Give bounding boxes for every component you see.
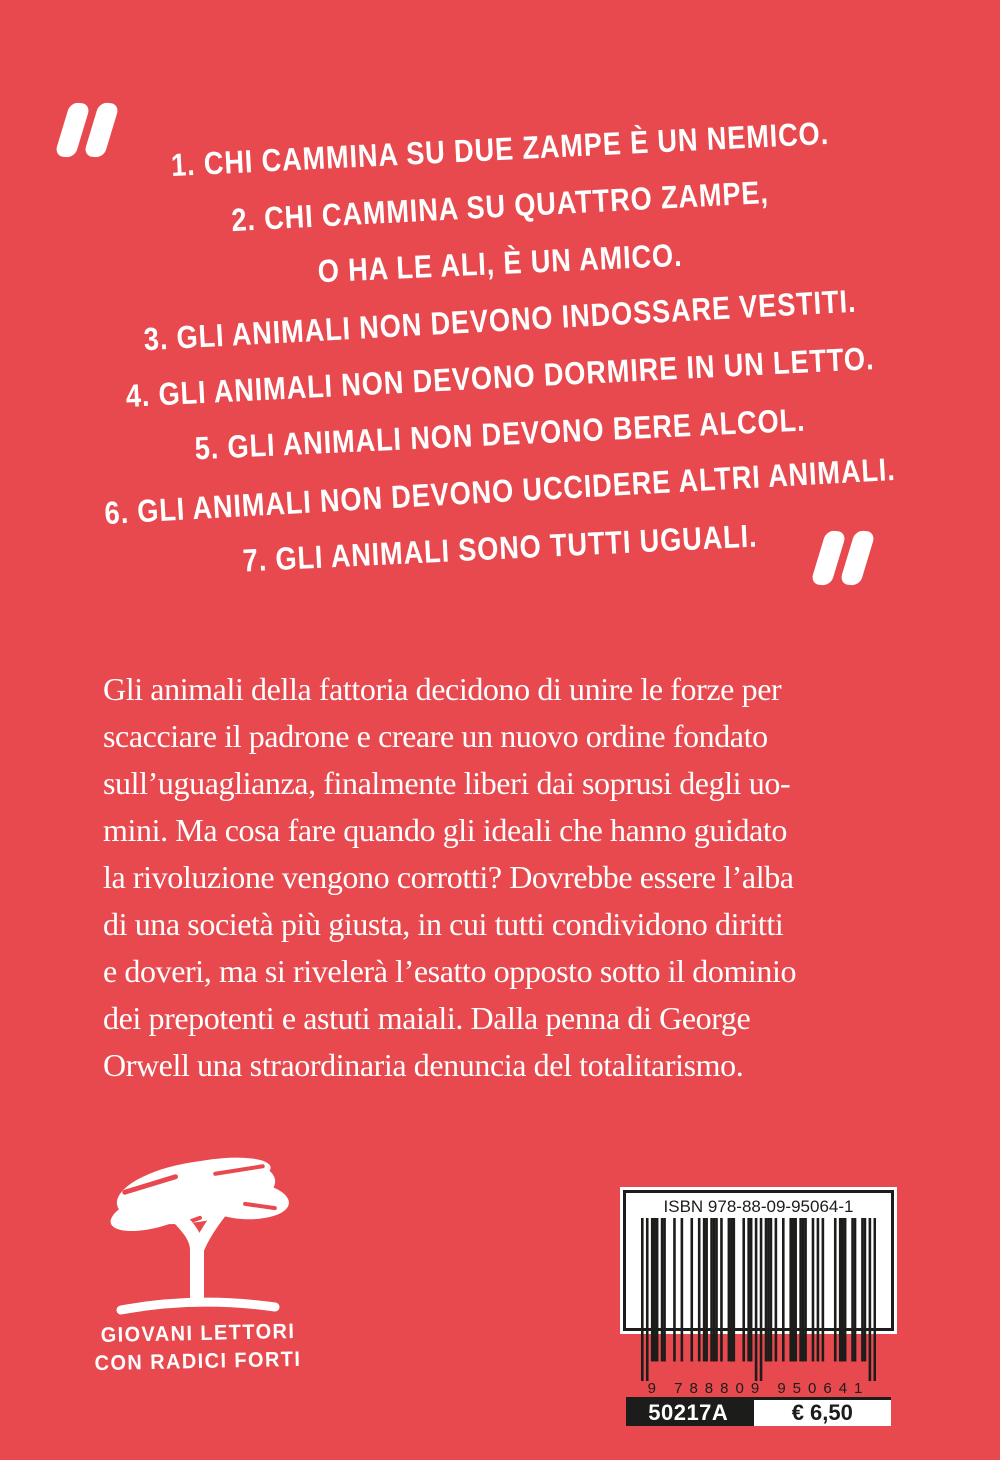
isbn-label: ISBN 978-88-09-95064-1	[663, 1197, 854, 1216]
tree-logo-icon	[93, 1148, 303, 1316]
barcode-sticker-frame	[623, 1190, 894, 1426]
logo-tagline-line1: GIOVANI LETTORI	[100, 1319, 296, 1348]
publisher-logo	[72, 1148, 324, 1376]
description-line: Orwell una straordinaria denuncia del totalitarismo.	[103, 1047, 744, 1083]
barcode-icon	[626, 1218, 891, 1381]
description-line: di una società più giusta, in cui tutti condividono diritti	[103, 906, 784, 942]
book-description	[103, 666, 923, 1089]
commandment-line: 3. GLI ANIMALI NON DEVONO INDOSSARE VESTITI.	[142, 282, 858, 358]
description-line: sull’uguaglianza, finalmente liberi dai soprusi degli uo-	[103, 765, 791, 801]
commandment-line: 7. GLI ANIMALI SONO TUTTI UGUALI.	[241, 517, 759, 579]
barcode-sticker	[620, 1187, 897, 1426]
description-line: Gli animali della fattoria decidono di unire le forze per	[103, 671, 782, 707]
commandments-list	[0, 114, 1000, 579]
description-line: la rivoluzione vengono corrotti? Dovrebbe essere l’alba	[103, 859, 794, 895]
commandment-line: 5. GLI ANIMALI NON DEVONO BERE ALCOL.	[193, 401, 807, 467]
commandment-line: 2. CHI CAMMINA SU QUATTRO ZAMPE,	[230, 173, 770, 239]
logo-tagline-line2: CON RADICI FORTI	[94, 1347, 302, 1376]
description-line: e doveri, ma si rivelerà l’esatto opposto sotto il dominio	[103, 953, 797, 989]
description-line: mini. Ma cosa fare quando gli ideali che hanno guidato	[103, 812, 787, 848]
commandment-line: 4. GLI ANIMALI NON DEVONO DORMIRE IN UN LETTO.	[124, 340, 876, 414]
edition-code-badge: 50217A	[626, 1400, 751, 1426]
sticker-bottom-row	[626, 1397, 891, 1426]
commandment-line: O HA LE ALI, È UN AMICO.	[316, 236, 684, 290]
commandment-line: 1. CHI CAMMINA SU DUE ZAMPE È UN NEMICO.	[170, 114, 830, 184]
commandment-line: 6. GLI ANIMALI NON DEVONO UCCIDERE ALTRI ANIMALI.	[103, 450, 897, 532]
ean-digits: 9 788809 950641	[647, 1380, 870, 1398]
description-line: dei prepotenti e astuti maiali. Dalla penna di George	[103, 1000, 751, 1036]
description-line: scacciare il padrone e creare un nuovo ordine fondato	[103, 718, 768, 754]
double-quote-close-icon	[818, 531, 876, 585]
price-label: € 6,50	[751, 1400, 891, 1426]
